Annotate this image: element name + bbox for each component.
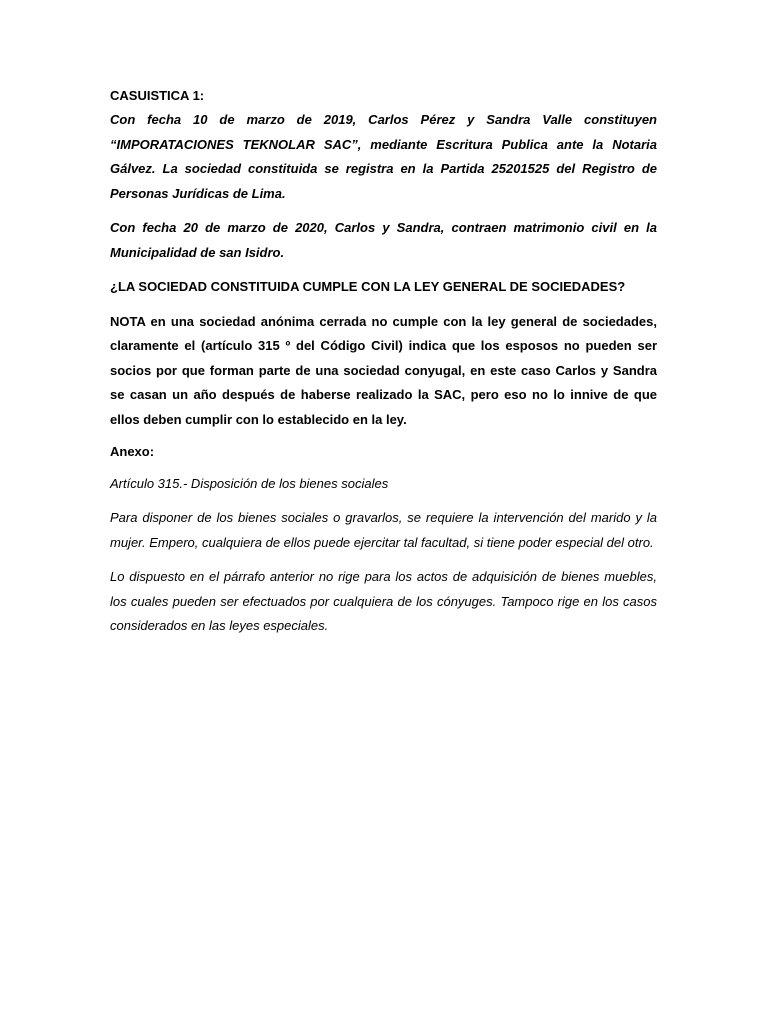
case-question: ¿LA SOCIEDAD CONSTITUIDA CUMPLE CON LA LEY GENERAL DE SOCIEDADES? (110, 279, 626, 294)
case-facts-paragraph: Con fecha 10 de marzo de 2019, Carlos Pérez y Sandra Valle constituyen “IMPORATACIONES TEKNOLAR SAC”, mediante Escritura Publica ante la Notaria Gálvez. La sociedad constituida se registra en la Partida 25201525 del Registro de Personas Jurídicas de Lima. (110, 112, 657, 201)
case-title: CASUISTICA 1: (110, 88, 205, 103)
document-page (110, 86, 657, 649)
annex-label: Anexo: (110, 444, 155, 459)
marriage-paragraph: Con fecha 20 de marzo de 2020, Carlos y Sandra, contraen matrimonio civil en la Municipalidad de san Isidro. (110, 220, 657, 260)
article-paragraph-2: Lo dispuesto en el párrafo anterior no rige para los actos de adquisición de bienes muebles, los cuales pueden ser efectuados por cualquiera de los cónyuges. Tampoco rige en los casos considerados en las leyes especiales. (110, 569, 657, 633)
article-paragraph-1: Para disponer de los bienes sociales o gravarlos, se requiere la intervención del marido y la mujer. Empero, cualquiera de ellos puede ejercitar tal facultad, si tiene poder especial del otro. (110, 510, 657, 550)
article-title: Artículo 315.- Disposición de los bienes sociales (110, 476, 389, 491)
note-paragraph: NOTA en una sociedad anónima cerrada no cumple con la ley general de sociedades, claramente el (artículo 315 º del Código Civil) indica que los esposos no pueden ser socios por que forman parte de una sociedad conyugal, en este caso Carlos y Sandra se casan un año después de haberse realizado la SAC, pero eso no lo innive de que ellos deben cumplir con lo establecido en la ley. (110, 313, 657, 427)
